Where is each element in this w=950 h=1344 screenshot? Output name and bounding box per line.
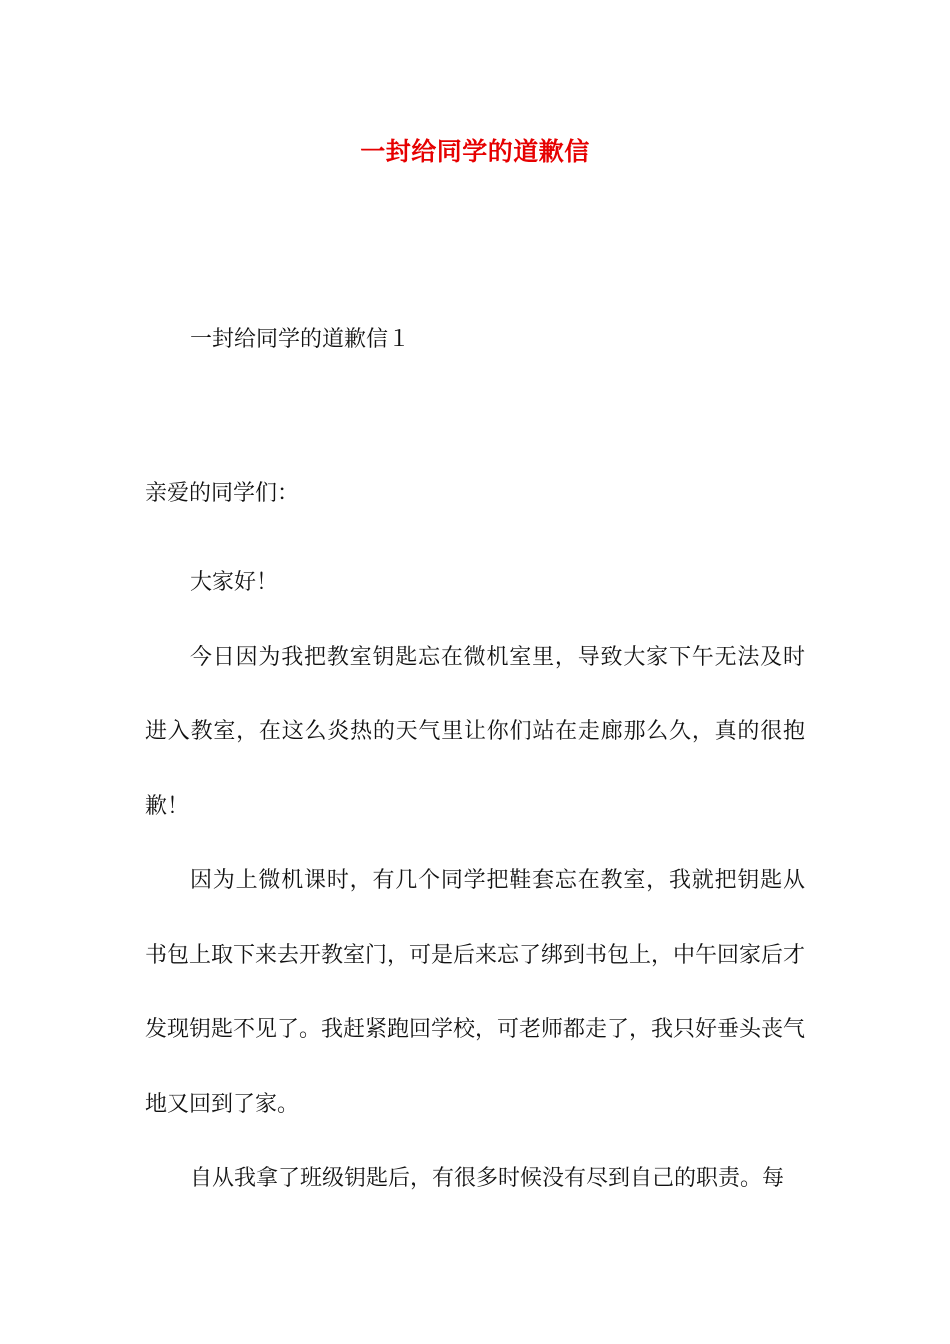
- letter-body: [145, 546, 805, 1217]
- letter-subtitle: 一封给同学的道歉信１: [190, 327, 411, 352]
- paragraph: 今日因为我把教室钥匙忘在微机室里，导致大家下午无法及时进入教室，在这么炎热的天气里让你们站在走廊那么久，真的很抱歉！: [145, 644, 805, 819]
- paragraph: 因为上微机课时，有几个同学把鞋套忘在教室，我就把钥匙从书包上取下来去开教室门，可是后来忘了绑到书包上，中午回家后才发现钥匙不见了。我赶紧跑回学校，可老师都走了，我只好垂头丧气地又回到了家。: [145, 868, 806, 1117]
- letter-salutation: 亲爱的同学们：: [145, 481, 300, 506]
- paragraph-greeting: 大家好！: [190, 570, 279, 595]
- paragraph: 自从我拿了班级钥匙后，有很多时候没有尽到自己的职责。每: [190, 1166, 785, 1191]
- document-title: 一封给同学的道歉信: [360, 137, 590, 166]
